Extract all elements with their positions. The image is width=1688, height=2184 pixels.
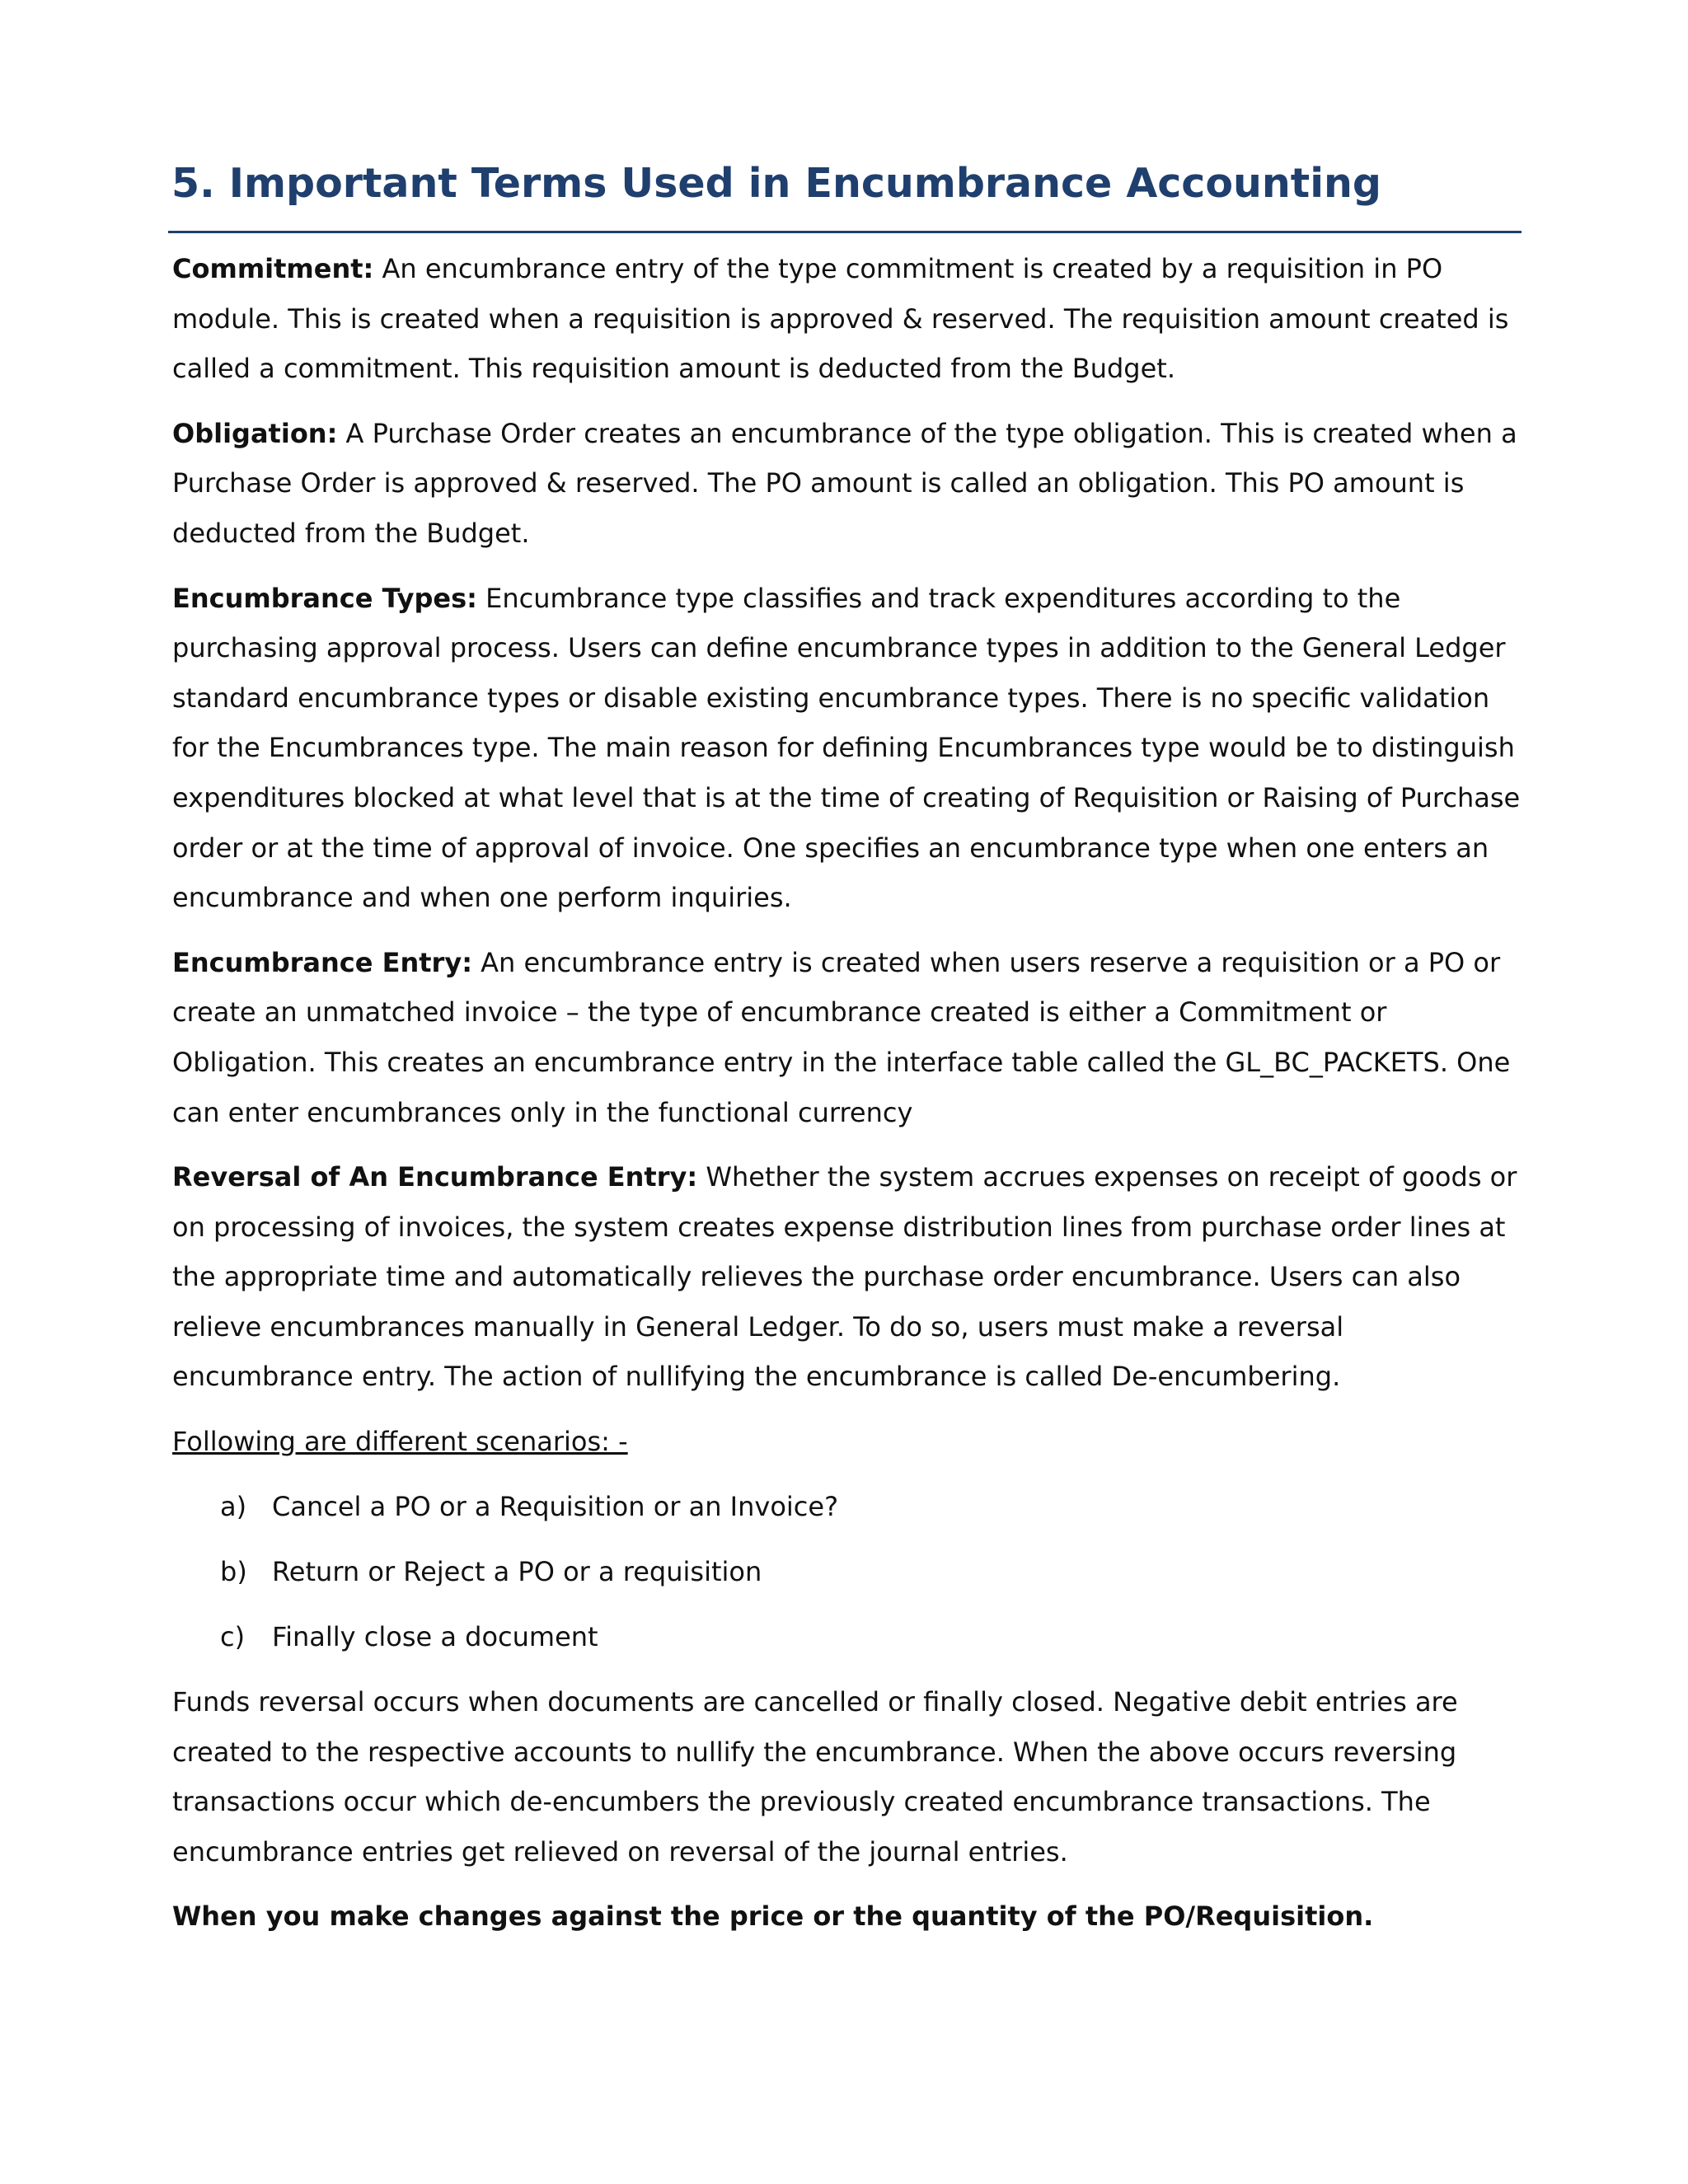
subheading-price-quantity-changes: When you make changes against the price or the quantity of the PO/Requisition. xyxy=(172,1900,1374,1933)
paragraph-obligation xyxy=(172,409,1524,559)
list-marker: a) xyxy=(220,1490,247,1522)
paragraph-funds-reversal: Funds reversal occurs when documents are cancelled or finally closed. Negative debit entries are created to the respective accounts to nullify the encumbrance. When the above occurs reversing transactions occur which de-encumbers the previously created encumbrance transactions. The encumbrance entries get relieved on reversal of the journal entries. xyxy=(172,1685,1458,1868)
term-definition: Encumbrance type classifies and track expenditures according to the purchasing approval process. Users can define encumbrance types in addition to the General Ledger standard encumbrance types or disable existing encumbrance types. There is no specific validation for the Encumbrances type. The main reason for defining Encumbrances type would be to distinguish expenditures blocked at what level that is at the time of creating of Requisition or Raising of Purchase order or at the time of approval of invoice. One specifies an encumbrance type when one enters an encumbrance and when one perform inquiries. xyxy=(172,582,1521,914)
paragraph-encumbrance-entry xyxy=(172,938,1524,1137)
term-label: Obligation: xyxy=(172,417,338,449)
list-item xyxy=(172,1482,1524,1532)
term-label: Commitment: xyxy=(172,253,374,284)
paragraph-encumbrance-types xyxy=(172,574,1524,923)
term-definition: Whether the system accrues expenses on receipt of goods or on processing of invoices, the system creates expense distribution lines from purchase order lines at the appropriate time and automatically relieves the purchase order encumbrance. Users can also relieve encumbrances manually in General Ledger. To do so, users must make a reversal encumbrance entry. The action of nullifying the encumbrance is called De-encumbering. xyxy=(172,1161,1517,1393)
term-label: Encumbrance Types: xyxy=(172,582,477,614)
heading-rule xyxy=(168,231,1522,233)
term-definition: An encumbrance entry is created when users reserve a requisition or a PO or create an unmatched invoice – the type of encumbrance created is either a Commitment or Obligation. This creates an encumbrance entry in the interface table called the GL_BC_PACKETS. One can enter encumbrances only in the functional currency xyxy=(172,946,1511,1128)
document-body xyxy=(172,244,1524,1942)
list-item-text: Finally close a document xyxy=(272,1620,598,1652)
scenarios-list xyxy=(172,1482,1524,1662)
list-marker: b) xyxy=(220,1555,247,1587)
paragraph-commitment xyxy=(172,244,1524,394)
term-label: Encumbrance Entry: xyxy=(172,946,472,978)
list-item xyxy=(172,1612,1524,1662)
term-definition: An encumbrance entry of the type commitment is created by a requisition in PO module. This is created when a requisition is approved & reserved. The requisition amount created is called a commitment. This requisition amount is deducted from the Budget. xyxy=(172,253,1509,385)
list-item-text: Cancel a PO or a Requisition or an Invoice? xyxy=(272,1490,839,1522)
list-item xyxy=(172,1547,1524,1597)
paragraph-reversal xyxy=(172,1152,1524,1402)
term-definition: A Purchase Order creates an encumbrance of the type obligation. This is created when a Purchase Order is approved & reserved. The PO amount is called an obligation. This PO amount is deducted from the Budget. xyxy=(172,417,1517,549)
list-item-text: Return or Reject a PO or a requisition xyxy=(272,1555,762,1587)
scenarios-label: Following are different scenarios: - xyxy=(172,1426,628,1458)
term-label: Reversal of An Encumbrance Entry: xyxy=(172,1161,698,1193)
section-heading: 5. Important Terms Used in Encumbrance Accounting xyxy=(171,160,1381,207)
list-marker: c) xyxy=(220,1620,246,1652)
